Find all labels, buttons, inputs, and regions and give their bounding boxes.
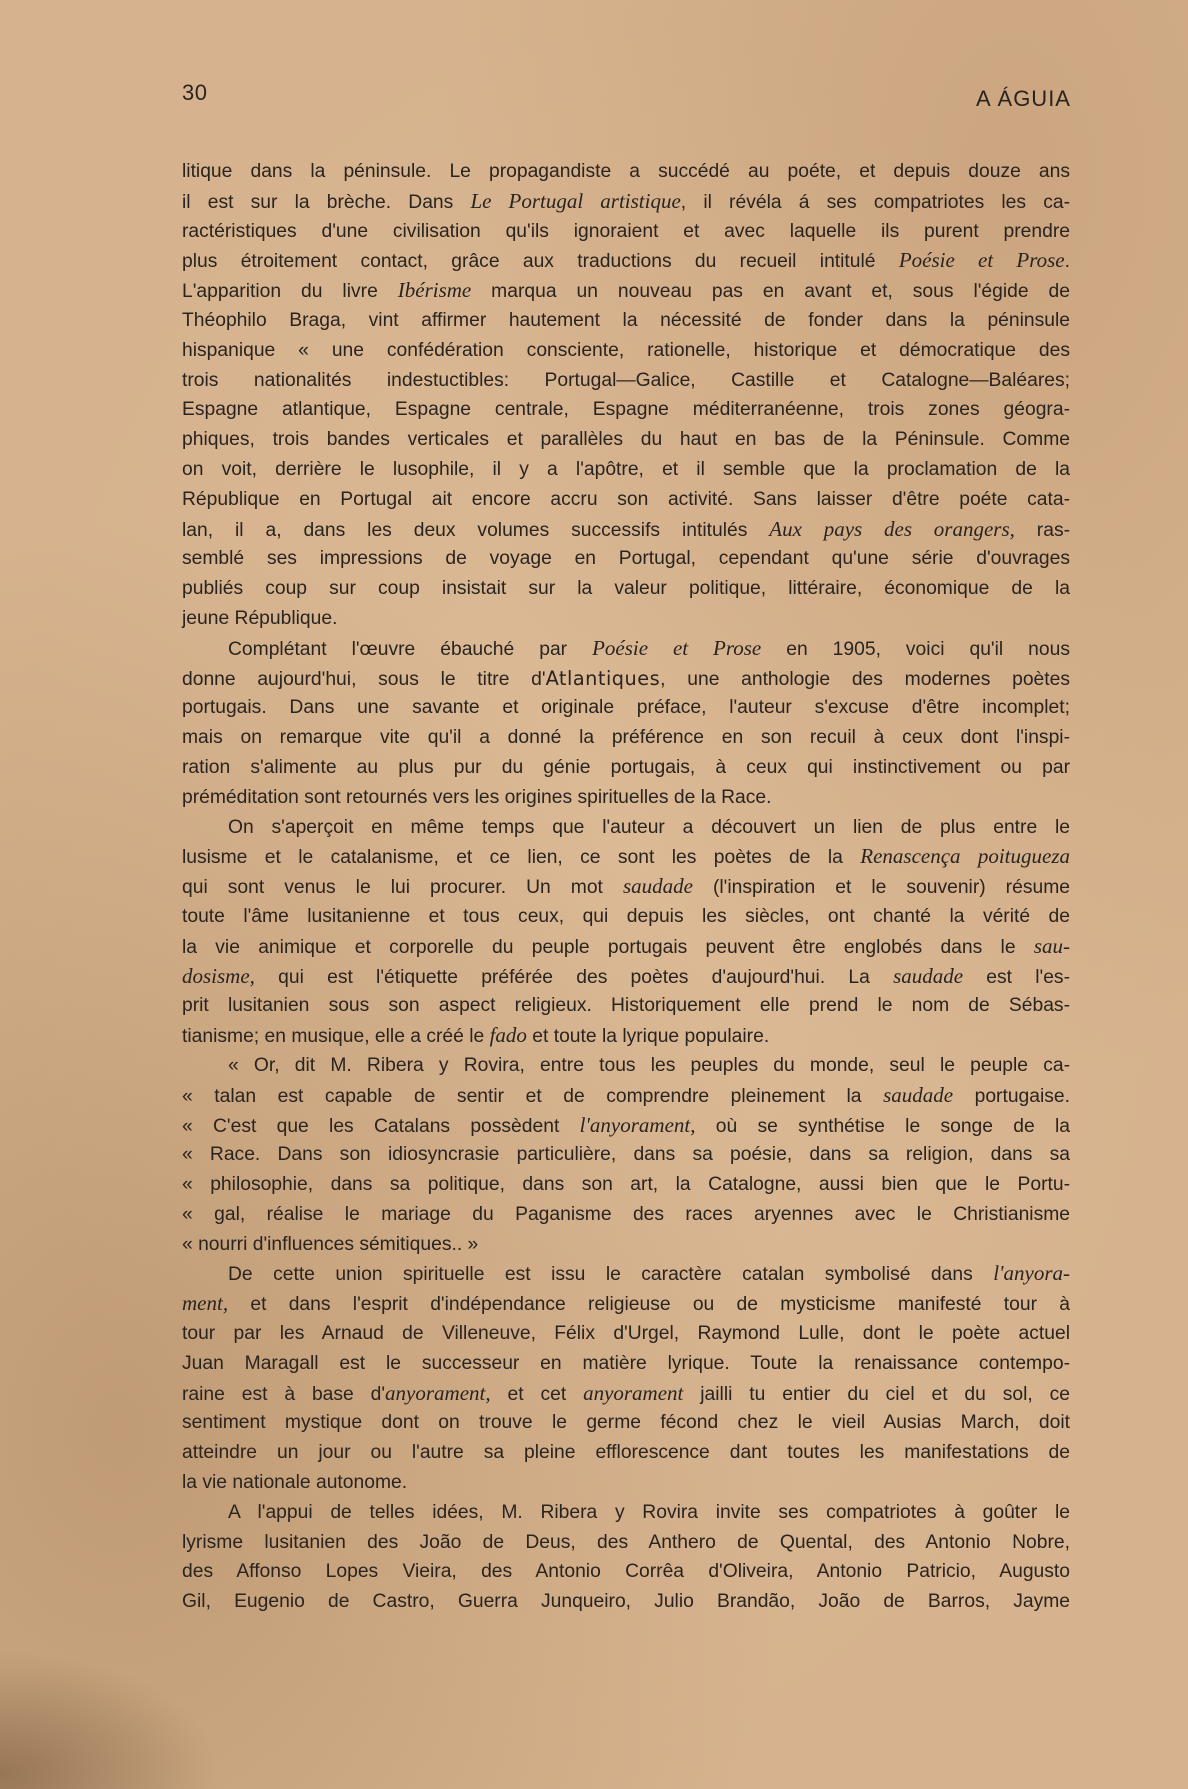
- text-line: [182, 1200, 1070, 1230]
- text-line: [182, 1408, 1070, 1438]
- italic-text: sau-: [1033, 933, 1070, 958]
- text-line: [182, 842, 1070, 872]
- italic-text: l'anyorament,: [579, 1112, 696, 1137]
- page-number: 30: [182, 80, 208, 105]
- italic-text: saudade: [893, 963, 964, 988]
- text-line: [182, 1259, 1070, 1289]
- text-segment: ras-: [1014, 519, 1071, 541]
- text-segment: , une anthologie des modernes poètes: [660, 668, 1070, 690]
- text-line: [182, 1081, 1070, 1111]
- text-line: [182, 1349, 1070, 1379]
- page-stain: [0, 1640, 240, 1789]
- text-segment: « nourri d'influences sémitiques.. »: [182, 1233, 479, 1255]
- text-segment: toute l'âme lusitanienne et tous ceux, qui depuis les siècles, ont chanté la vérité de: [182, 905, 1070, 927]
- text-line: [182, 276, 1070, 306]
- text-segment: « philosophie, dans sa politique, dans son art, la Catalogne, aussi bien que le Portu-: [182, 1174, 1070, 1196]
- text-line: [182, 485, 1070, 515]
- italic-text: Renascença poitugueza: [860, 844, 1070, 869]
- italic-text: anyorament,: [385, 1380, 491, 1405]
- body-text: [182, 157, 1070, 1617]
- text-segment: Espagne atlantique, Espagne centrale, Espagne méditerranéenne, trois zones géogra-: [182, 399, 1070, 421]
- text-segment: Gil, Eugenio de Castro, Guerra Junqueiro, Julio Brandão, João de Barros, Jayme: [182, 1591, 1070, 1613]
- text-line: [182, 1438, 1070, 1468]
- text-line: [182, 1528, 1070, 1558]
- text-segment: semblé ses impressions de voyage en Portugal, cependant qu'une série d'ouvrages: [182, 548, 1070, 570]
- text-line: [182, 962, 1070, 992]
- text-line: [182, 753, 1070, 783]
- running-head: A ÁGUIA: [975, 86, 1071, 111]
- italic-text: Aux pays des orangers,: [769, 516, 1015, 541]
- text-segment: Atlantiques: [545, 666, 661, 690]
- text-segment: la vie animique et corporelle du peuple portugais peuvent être englobés dans le: [182, 936, 1034, 958]
- text-line: [182, 455, 1070, 485]
- text-line: [182, 544, 1070, 574]
- text-segment: jeune République.: [182, 607, 338, 629]
- text-segment: des Affonso Lopes Vieira, des Antonio Corrêa d'Oliveira, Antonio Patricio, Augusto: [182, 1561, 1070, 1583]
- text-line: [182, 1111, 1070, 1141]
- text-segment: A l'appui de telles idées, M. Ribera y Rovira invite ses compatriotes à goûter le: [228, 1501, 1070, 1523]
- text-segment: est l'es-: [963, 966, 1070, 988]
- text-line: [182, 1468, 1070, 1498]
- text-segment: L'apparition du livre: [182, 281, 398, 303]
- text-line: [182, 783, 1070, 813]
- text-segment: tour par les Arnaud de Villeneuve, Félix d'Urgel, Raymond Lulle, dont le poète actuel: [182, 1323, 1070, 1345]
- text-segment: hispanique « une confédération consciente, rationelle, historique et démocratique des: [182, 339, 1070, 361]
- text-segment: qui est l'étiquette préférée des poètes d'aujourd'hui. La: [254, 966, 894, 988]
- text-segment: jailli tu entier du ciel et du sol, ce: [683, 1383, 1070, 1405]
- text-segment: préméditation sont retournés vers les origines spirituelles de la Race.: [182, 786, 772, 808]
- text-segment: Complétant l'œuvre ébauché par: [228, 638, 593, 660]
- italic-text: Poésie et Prose: [898, 248, 1065, 273]
- text-line: [182, 217, 1070, 247]
- text-segment: portugais. Dans une savante et originale préface, l'auteur s'excuse d'être incomplet;: [182, 697, 1070, 719]
- text-segment: la vie nationale autonome.: [182, 1472, 408, 1494]
- text-segment: .: [1064, 251, 1070, 273]
- text-segment: Juan Maragall est le successeur en matière lyrique. Toute la renaissance contempo-: [182, 1352, 1070, 1374]
- text-line: [182, 902, 1070, 932]
- text-segment: On s'aperçoit en même temps que l'auteur a découvert un lien de plus entre le: [228, 816, 1070, 838]
- text-line: [182, 813, 1070, 843]
- text-line: [182, 425, 1070, 455]
- italic-text: anyorament: [583, 1380, 684, 1405]
- text-segment: sentiment mystique dont on trouve le germe fécond chez le vieil Ausias March, doit: [182, 1412, 1070, 1434]
- text-line: [182, 515, 1070, 545]
- text-line: [182, 1230, 1070, 1260]
- italic-text: l'anyora-: [993, 1261, 1070, 1286]
- text-line: [182, 336, 1070, 366]
- italic-text: ment,: [182, 1291, 229, 1316]
- text-segment: tianisme; en musique, elle a créé le: [182, 1026, 490, 1048]
- italic-text: saudade: [883, 1082, 954, 1107]
- text-segment: « C'est que les Catalans possèdent: [182, 1115, 580, 1137]
- text-segment: « talan est capable de sentir et de comprendre pleinement la: [182, 1085, 884, 1107]
- text-line: [182, 604, 1070, 634]
- text-segment: phiques, trois bandes verticales et parallèles du haut en bas de la Péninsule. Comme: [182, 429, 1070, 451]
- text-line: [182, 246, 1070, 276]
- text-segment: en 1905, voici qu'il nous: [761, 638, 1070, 660]
- italic-text: fado: [489, 1023, 527, 1048]
- italic-text: Ibérisme: [397, 278, 472, 303]
- text-segment: « Race. Dans son idiosyncrasie particulière, dans sa poésie, dans sa religion, dans sa: [182, 1144, 1070, 1166]
- text-line: [182, 395, 1070, 425]
- text-segment: et dans l'esprit d'indépendance religieuse ou de mysticisme manifesté tour à: [228, 1294, 1070, 1316]
- text-line: [182, 664, 1070, 694]
- text-segment: il est sur la brèche. Dans: [182, 191, 471, 213]
- italic-text: Poésie et Prose: [592, 635, 762, 660]
- text-segment: où se synthétise le songe de la: [695, 1115, 1070, 1137]
- text-segment: lyrisme lusitanien des João de Deus, des Anthero de Quental, des Antonio Nobre,: [182, 1531, 1070, 1553]
- text-segment: De cette union spirituelle est issu le caractère catalan symbolisé dans: [228, 1264, 994, 1286]
- text-segment: donne aujourd'hui, sous le titre d': [182, 668, 546, 690]
- text-segment: « Or, dit M. Ribera y Rovira, entre tous les peuples du monde, seul le peuple ca-: [228, 1054, 1070, 1076]
- text-line: [182, 1170, 1070, 1200]
- text-line: [182, 1379, 1070, 1409]
- text-line: [182, 991, 1070, 1021]
- text-segment: prit lusitanien sous son aspect religieux. Historiquement elle prend le nom de Sébas-: [182, 995, 1070, 1017]
- text-segment: marqua un nouveau pas en avant et, sous l'égide de: [471, 281, 1070, 303]
- text-line: [182, 1587, 1070, 1617]
- text-line: [182, 1021, 1070, 1051]
- text-segment: mais on remarque vite qu'il a donné la préférence en son recuil à ceux dont l'inspi-: [182, 727, 1070, 749]
- text-segment: « gal, réalise le mariage du Paganisme des races aryennes avec le Christianisme: [182, 1203, 1070, 1225]
- text-segment: lan, il a, dans les deux volumes successifs intitulés: [182, 519, 770, 541]
- text-segment: (l'inspiration et le souvenir) résume: [692, 877, 1070, 899]
- text-segment: publiés coup sur coup insistait sur la valeur politique, littéraire, économique de la: [182, 578, 1070, 600]
- text-line: [182, 1051, 1070, 1081]
- text-segment: République en Portugal ait encore accru son activité. Sans laisser d'être poéte cata-: [182, 488, 1070, 510]
- italic-text: dosisme,: [182, 963, 255, 988]
- text-segment: Théophilo Braga, vint affirmer hautement la nécessité de fonder dans la péninsule: [182, 309, 1070, 331]
- text-segment: plus étroitement contact, grâce aux traductions du recueil intitulé: [182, 251, 899, 273]
- text-line: [182, 1557, 1070, 1587]
- text-line: [182, 1289, 1070, 1319]
- text-line: [182, 1140, 1070, 1170]
- text-line: [182, 1498, 1070, 1528]
- text-segment: portugaise.: [953, 1085, 1070, 1107]
- text-line: [182, 693, 1070, 723]
- text-line: [182, 187, 1070, 217]
- text-segment: , il révéla á ses compatriotes les ca-: [680, 191, 1070, 213]
- text-segment: litique dans la péninsule. Le propagandiste a succédé au poéte, et depuis douze ans: [182, 161, 1070, 182]
- text-segment: et cet: [490, 1383, 584, 1405]
- text-segment: trois nationalités indestuctibles: Portugal—Galice, Castille et Catalogne—Baléares;: [182, 369, 1070, 391]
- italic-text: Le Portugal artistique: [470, 188, 681, 213]
- text-line: [182, 872, 1070, 902]
- text-line: [182, 306, 1070, 336]
- text-segment: ractéristiques d'une civilisation qu'ils ignoraient et avec laquelle ils purent prendre: [182, 220, 1070, 242]
- text-line: [182, 932, 1070, 962]
- text-line: [182, 634, 1070, 664]
- text-segment: et toute la lyrique populaire.: [526, 1026, 770, 1048]
- text-line: [182, 366, 1070, 396]
- text-segment: atteindre un jour ou l'autre sa pleine efflorescence dant toutes les manifestations de: [182, 1442, 1070, 1464]
- text-line: [182, 157, 1070, 187]
- text-line: [182, 1319, 1070, 1349]
- text-segment: lusisme et le catalanisme, et ce lien, ce sont les poètes de la: [182, 847, 861, 869]
- italic-text: saudade: [622, 874, 693, 899]
- text-line: [182, 723, 1070, 753]
- text-segment: ration s'alimente au plus pur du génie portugais, à ceux qui instinctivement ou par: [182, 756, 1070, 778]
- text-segment: on voit, derrière le lusophile, il y a l'apôtre, et il semble que la proclamation de la: [182, 458, 1070, 480]
- text-segment: raine est à base d': [182, 1383, 386, 1405]
- text-segment: qui sont venus le lui procurer. Un mot: [182, 877, 623, 899]
- text-line: [182, 574, 1070, 604]
